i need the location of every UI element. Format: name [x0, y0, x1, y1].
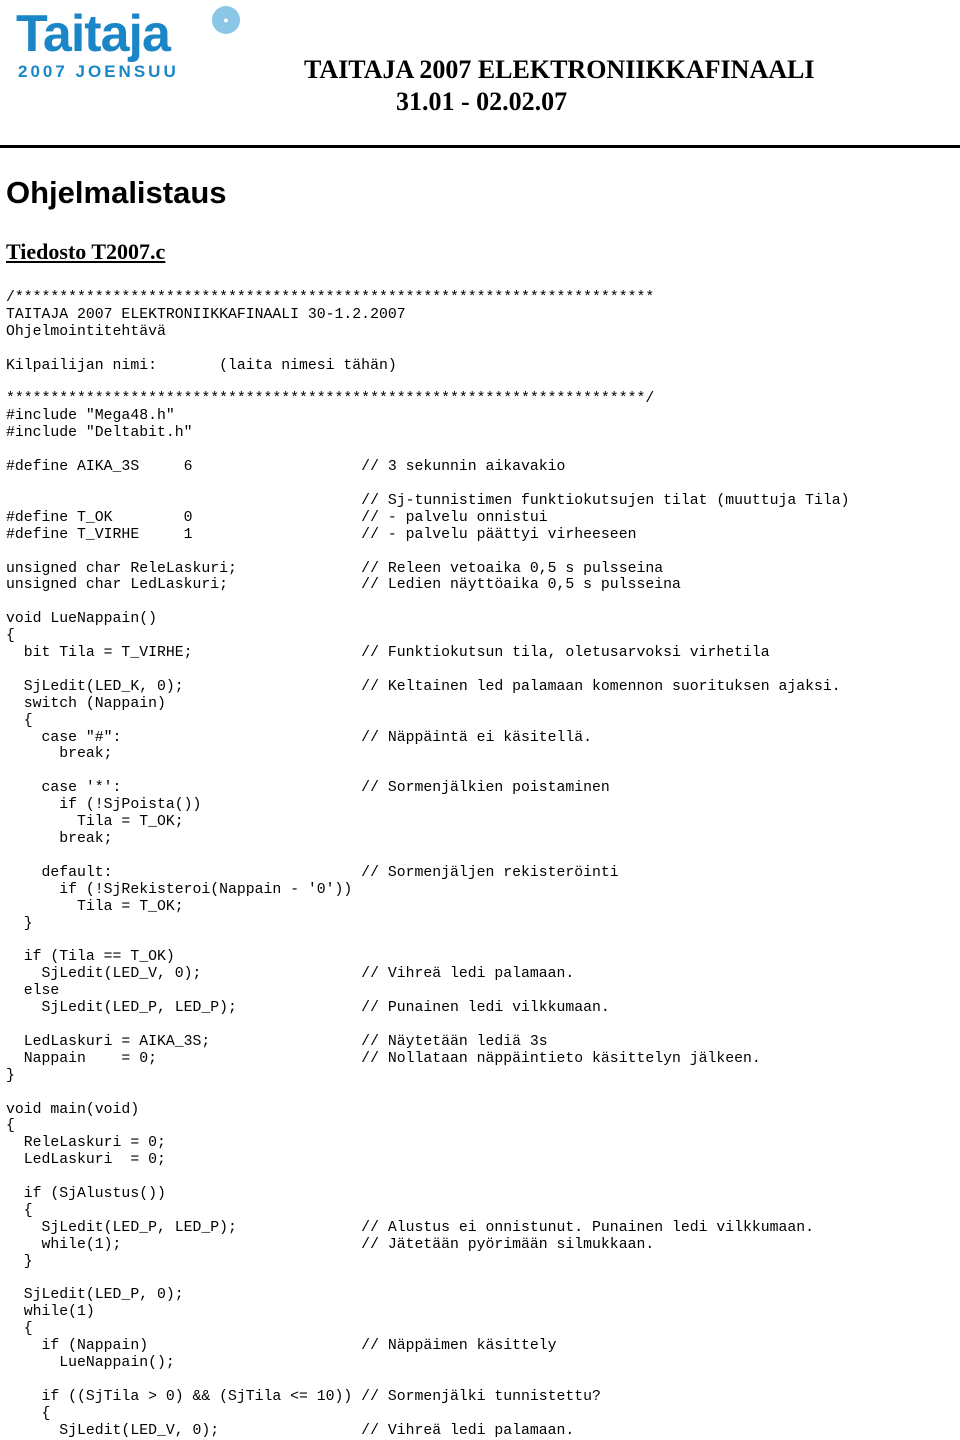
page-title: Ohjelmalistaus: [6, 175, 227, 210]
taitaja-logo: [16, 6, 236, 82]
logo-badge-icon: ●: [212, 6, 240, 34]
file-title: Tiedosto T2007.c: [6, 239, 166, 264]
code-listing: /************************************************************************ TAITAJA 2007 ELEKTRONIIKKAFINAALI 30-1.2.2007 Ohjelmointitehtävä Kilpailijan nimi: (laita nimesi tähän) ************************************************************************/ #include "Mega48.h" #include "Deltabit.h" #define AIKA_3S 6 // 3 sekunnin aikavakio // Sj-tunnistimen funktiokutsujen tilat (muuttuja Tila) #define T_OK 0 // - palvelu onnistui #define T_VIRHE 1 // - palvelu päättyi virheeseen unsigned char ReleLaskuri; // Releen vetoaika 0,5 s pulsseina unsigned char LedLaskuri; // Ledien näyttöaika 0,5 s pulsseina void LueNappain() { bit Tila = T_VIRHE; // Funktiokutsun tila, oletusarvoksi virhetila SjLedit(LED_K, 0); // Keltainen led palamaan komennon suorituksen ajaksi. switch (Nappain) { case "#": // Näppäintä ei käsitellä. break; case '*': // Sormenjälkien poistaminen if (!SjPoista()) Tila = T_OK; break; default: // Sormenjäljen rekisteröinti if (!SjRekisteroi(Nappain - '0')) Tila = T_OK; } if (Tila == T_OK) SjLedit(LED_V, 0); // Vihreä ledi palamaan. else SjLedit(LED_P, LED_P); // Punainen ledi vilkkumaan. LedLaskuri = AIKA_3S; // Näytetään lediä 3s Nappain = 0; // Nollataan näppäintieto käsittelyn jälkeen. } void main(void) { ReleLaskuri = 0; LedLaskuri = 0; if (SjAlustus()) { SjLedit(LED_P, LED_P); // Alustus ei onnistunut. Punainen ledi vilkkumaan. while(1); // Jätetään pyörimään silmukkaan. } SjLedit(LED_P, 0); while(1) { if (Nappain) // Näppäimen käsittely LueNappain(); if ((SjTila > 0) && (SjTila <= 10)) // Sormenjälki tunnistettu? { SjLedit(LED_V, 0); // Vihreä ledi palamaan.: [6, 290, 850, 1439]
logo-wordmark: Taitaja: [16, 5, 170, 63]
logo-subtext: 2007 JOENSUU: [18, 62, 179, 81]
header-title: TAITAJA 2007 ELEKTRONIIKKAFINAALI: [304, 55, 815, 84]
header-date: 31.01 - 02.02.07: [396, 87, 568, 116]
header-divider: [0, 145, 960, 148]
